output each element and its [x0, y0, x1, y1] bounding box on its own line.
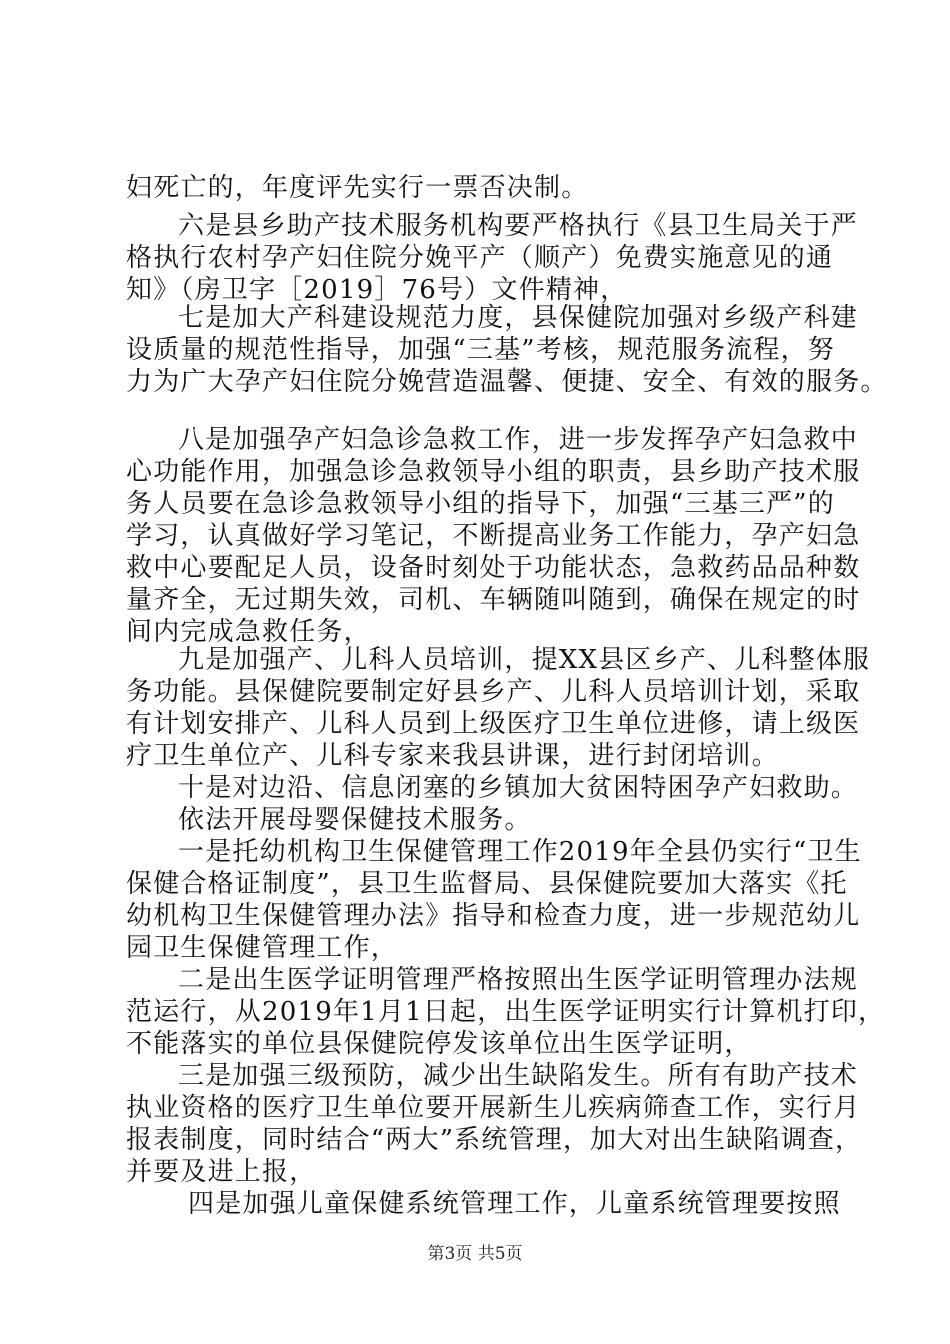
text-line: 心功能作用，加强急诊急救领导小组的职责，县乡助产技术服 — [126, 457, 861, 487]
text-line: 三是加强三级预防，减少出生缺陷发生。所有有助产技术 — [178, 1061, 859, 1091]
text-line: 九是加强产、儿科人员培训，提XX县区乡产、儿科整体服 — [178, 645, 871, 675]
text-line: 务人员要在急诊急救领导小组的指导下，加强“三基三严”的 — [126, 489, 835, 519]
text-line: 有计划安排产、儿科人员到上级医疗卫生单位进修，请上级医 — [126, 709, 861, 739]
text-line: 幼机构卫生保健管理办法》指导和检查力度，进一步规范幼儿 — [126, 901, 861, 931]
text-line: 设质量的规范性指导，加强“三基”考核，规范服务流程，努 — [126, 335, 835, 365]
text-line: 学习，认真做好学习笔记，不断提高业务工作能力，孕产妇急 — [126, 521, 861, 551]
text-line: 救中心要配足人员，设备时刻处于功能状态，急救药品品种数 — [126, 553, 861, 583]
text-line: 园卫生保健管理工作， — [126, 933, 399, 963]
page-number-footer: 第3页 共5页 — [427, 1244, 523, 1264]
text-line: 妇死亡的，年度评先实行一票否决制。 — [126, 173, 589, 203]
text-line: 并要及进上报， — [126, 1157, 317, 1187]
text-line: 务功能。县保健院要制定好县乡产、儿科人员培训计划，采取 — [126, 677, 861, 707]
text-line: 范运行，从2019年1月1日起，出生医学证明实行计算机打印， — [126, 997, 886, 1027]
text-line: 七是加大产科建设规范力度，县保健院加强对乡级产科建 — [178, 303, 859, 333]
text-line: 报表制度，同时结合“两大”系统管理，加大对出生缺陷调查， — [126, 1125, 863, 1155]
text-line: 不能落实的单位县保健院停发该单位出生医学证明， — [126, 1029, 752, 1059]
text-line: 执业资格的医疗卫生单位要开展新生儿疾病筛查工作，实行月 — [126, 1093, 861, 1123]
text-line: 疗卫生单位产、儿科专家来我县讲课，进行封闭培训。 — [126, 741, 779, 771]
text-line: 力为广大孕产妇住院分娩营造温馨、便捷、安全、有效的服务。 — [126, 367, 888, 397]
text-line: 六是县乡助产技术服务机构要严格执行《县卫生局关于严 — [178, 211, 859, 241]
text-line: 一是托幼机构卫生保健管理工作2019年全县仍实行“卫生 — [178, 837, 862, 867]
text-line: 十是对边沿、信息闭塞的乡镇加大贫困特困孕产妇救助。 — [178, 773, 859, 803]
text-line: 保健合格证制度”，县卫生监督局、县保健院要加大落实《托 — [126, 869, 848, 899]
text-line: 间内完成急救任务， — [126, 617, 371, 647]
text-line: 格执行农村孕产妇住院分娩平产（顺产）免费实施意见的通 — [126, 243, 834, 273]
text-line: 依法开展母婴保健技术服务。 — [178, 805, 532, 835]
text-line: 四是加强儿童保健系统管理工作，儿童系统管理要按照 — [188, 1189, 841, 1219]
text-line: 二是出生医学证明管理严格按照出生医学证明管理办法规 — [178, 965, 859, 995]
text-line: 知》（房卫字［2019］76号）文件精神， — [126, 275, 628, 305]
text-line: 量齐全，无过期失效，司机、车辆随叫随到，确保在规定的时 — [126, 585, 861, 615]
text-line: 八是加强孕产妇急诊急救工作，进一步发挥孕产妇急救中 — [178, 425, 859, 455]
